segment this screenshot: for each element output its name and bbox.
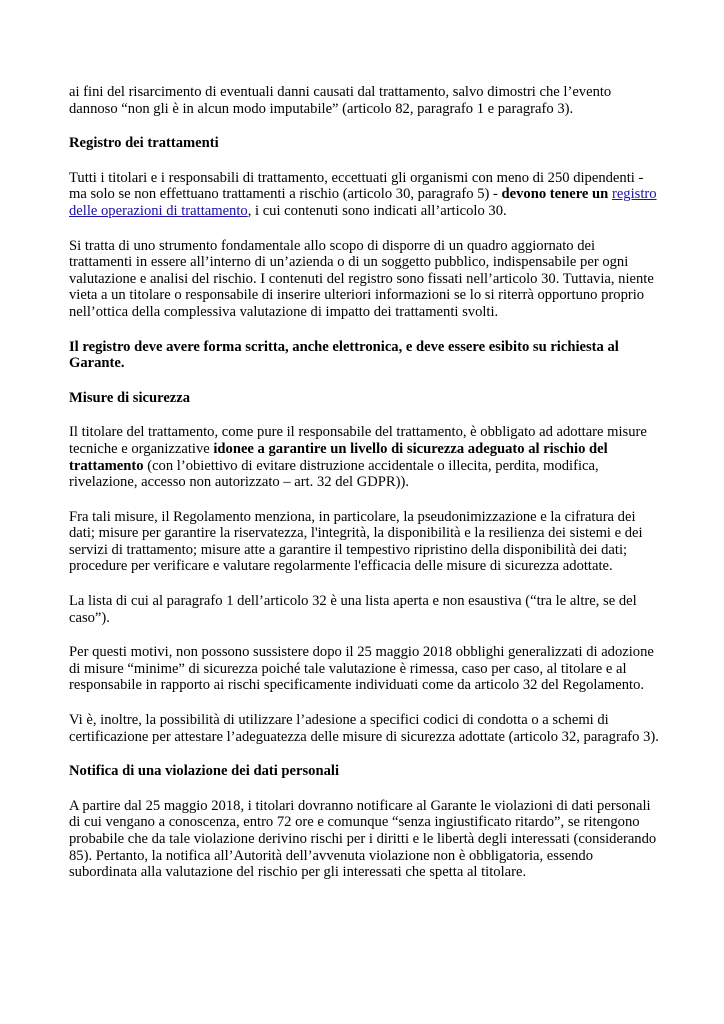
heading-misure: Misure di sicurezza [69,389,191,406]
registro-p1-text: Tutti i titolari e i responsabili di trattamento, eccettuati gli organismi con meno di 250 dipendenti - ma solo se non effettuano trattamenti a rischio (articolo 30, paragrafo 5) - [69,169,644,203]
heading-notifica: Notifica di una violazione dei dati personali [69,763,339,780]
misure-paragraph-3: La lista di cui al paragrafo 1 dell’articolo 32 è una lista aperta e non esaustiva (“tra le altre, se del caso”). [69,593,637,626]
misure-p1-bold: idonee a garantire un livello di sicurezza adeguato al rischio del trattamento [69,440,608,474]
misure-paragraph-2: Fra tali misure, il Regolamento menziona, in particolare, la pseudonimizzazione e la cifratura dei dati; misure per garantire la riservatezza, l'integrità, la disponibilità e la resilienza dei sistemi e dei servizi di trattamento; misure atte a garantire il tempestivo ripristino della disponibilità dei dati; procedure per verificare e valutare regolarmente l'efficacia delle misure di sicurezza adottate. [69,508,643,575]
notifica-paragraph-1: A partire dal 25 maggio 2018, i titolari dovranno notificare al Garante le violazioni di dati personali di cui vengano a conoscenza, entro 72 ore e comunque “senza ingiustificato ritardo”, se ritengono probabile che da tale violazione derivino rischi per i diritti e le libertà degli interessati (considerando 85). Pertanto, la notifica all’Autorità dell’avvenuta violazione non è obbligatoria, essendo subordinata alla valutazione del rischio per gli interessati che spetta al titolare. [69,797,657,881]
misure-paragraph-5: Vi è, inoltre, la possibilità di utilizzare l’adesione a specifici codici di condotta o a schemi di certificazione per attestare l’adeguatezza delle misure di sicurezza adottate (articolo 32, paragrafo 3). [69,712,659,745]
misure-paragraph-4: Per questi motivi, non possono sussistere dopo il 25 maggio 2018 obblighi generalizzati di adozione di misure “minime” di sicurezza poiché tale valutazione è rimessa, caso per caso, al titolare e al responsabile in rapporto ai rischi specificamente individuati come da articolo 32 del Regolamento. [69,644,654,694]
registro-operazioni-link[interactable]: registro delle operazioni di trattamento [69,186,657,219]
intro-paragraph: ai fini del risarcimento di eventuali danni causati dal trattamento, salvo dimostri che l’evento dannoso “non gli è in alcun modo imputabile” (articolo 82, paragrafo 1 e paragrafo 3). [69,84,612,117]
misure-paragraph-1 [69,424,661,490]
document-page [69,84,661,899]
registro-paragraph-3: Il registro deve avere forma scritta, anche elettronica, e deve essere esibito su richiesta al Garante. [69,338,619,372]
registro-p1-bold: devono tenere un [501,186,609,203]
registro-paragraph-2: Si tratta di uno strumento fondamentale allo scopo di disporre di un quadro aggiornato dei trattamenti in essere all’interno di un’azienda o di un soggetto pubblico, indispensabile per ogni valutazione e analisi del rischio. I contenuti del registro sono fissati nell’articolo 30. Tuttavia, niente vieta a un titolare o responsabile di inserire ulteriori informazioni se lo si riterrà opportuno proprio nell’ottica della complessiva valutazione di impatto dei trattamenti svolti. [69,237,654,320]
registro-p1-tail: , i cui contenuti sono indicati all’articolo 30. [247,202,507,219]
registro-paragraph-1 [69,170,661,220]
heading-registro: Registro dei trattamenti [69,135,219,152]
misure-p1-tail: (con l’obiettivo di evitare distruzione accidentale o illecita, perdita, modifica, rivelazione, accesso non autorizzato – art. 32 del GDPR)). [69,457,599,491]
misure-p1-text: Il titolare del trattamento, come pure il responsabile del trattamento, è obbligato ad adottare misure tecniche e organizzative [69,424,647,457]
